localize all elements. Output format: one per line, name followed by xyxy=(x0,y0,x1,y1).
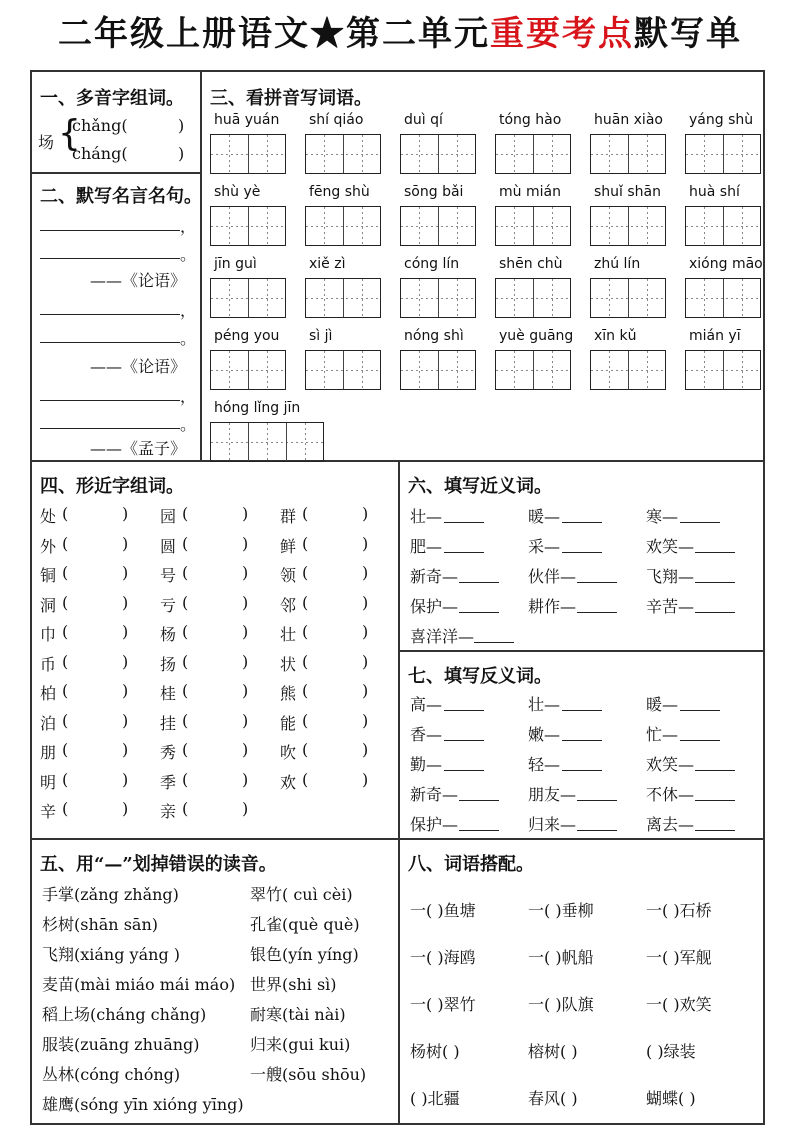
quote-source-1: ——《论语》 xyxy=(90,271,187,290)
paren-open: ( xyxy=(62,563,69,582)
match-item[interactable]: 一( )石桥 xyxy=(646,901,712,920)
writing-box[interactable] xyxy=(495,278,571,318)
word-prompt: 暖— xyxy=(646,695,679,714)
word-prompt: 欢笑— xyxy=(646,755,695,774)
writing-box[interactable] xyxy=(400,134,476,174)
paren-open: ( xyxy=(182,799,189,818)
pronunciation-item[interactable]: 手掌(zǎng zhǎng) xyxy=(42,885,179,904)
paren-close: ) xyxy=(362,533,369,553)
punct-period: 。 xyxy=(180,329,197,348)
paren-open: ( xyxy=(182,769,189,789)
pinyin-label: xiě zì xyxy=(309,256,346,272)
punct-period: 。 xyxy=(180,415,197,434)
pinyin-label: cóng lín xyxy=(404,256,460,272)
char-prompt: 铜 xyxy=(40,566,57,585)
paren-open: ( xyxy=(62,769,69,789)
char-prompt: 外 xyxy=(40,536,57,556)
word-prompt: 辛苦— xyxy=(646,597,695,616)
writing-box[interactable] xyxy=(495,206,571,246)
word-prompt: 肥— xyxy=(410,537,443,556)
char-prompt: 群 xyxy=(280,507,297,526)
punct-period: 。 xyxy=(180,245,197,264)
paren-open: ( xyxy=(302,681,309,700)
word-prompt: 新奇— xyxy=(410,785,459,804)
char-prompt: 朋 xyxy=(40,743,57,762)
word-prompt: 新奇— xyxy=(410,567,459,586)
paren-open: ( xyxy=(182,592,189,612)
match-item[interactable]: 春风( ) xyxy=(528,1089,578,1108)
char-prompt: 柏 xyxy=(40,684,57,703)
answer-blank[interactable] xyxy=(444,740,484,741)
char-prompt: 熊 xyxy=(280,684,297,703)
char-prompt: 亲 xyxy=(160,802,177,821)
answer-blank[interactable] xyxy=(695,830,735,831)
paren-close: ) xyxy=(242,769,249,789)
paren-open: ( xyxy=(62,533,69,553)
match-item[interactable]: 一( )军舰 xyxy=(646,948,712,967)
divider-v1 xyxy=(200,72,202,460)
paren-open: ( xyxy=(62,740,69,759)
pronunciation-item[interactable]: 一艘(sōu shōu) xyxy=(250,1065,367,1084)
match-item[interactable]: ( )北疆 xyxy=(410,1089,460,1108)
answer-blank[interactable] xyxy=(577,612,617,613)
paren-close: ) xyxy=(122,651,129,671)
paren-close: ) xyxy=(242,592,249,612)
char-prompt: 欢 xyxy=(280,772,297,792)
paren-open: ( xyxy=(62,592,69,612)
writing-box[interactable] xyxy=(590,278,666,318)
section-5-title: 五、用“—”划掉错误的读音。 xyxy=(40,854,277,875)
divider-h4 xyxy=(32,838,763,840)
word-prompt: 归来— xyxy=(528,815,577,834)
writing-box[interactable] xyxy=(495,134,571,174)
writing-box[interactable] xyxy=(305,134,381,174)
answer-blank[interactable] xyxy=(562,552,602,553)
answer-blank[interactable] xyxy=(577,582,617,583)
polyphone-char: 场 xyxy=(38,133,55,152)
answer-blank[interactable] xyxy=(695,612,735,613)
writing-box[interactable] xyxy=(400,206,476,246)
char-prompt: 园 xyxy=(160,507,177,526)
writing-box[interactable] xyxy=(590,350,666,390)
word-prompt: 高— xyxy=(410,695,443,714)
paren-open: ( xyxy=(302,504,309,523)
paren-open: ( xyxy=(182,740,189,759)
paren-close: ) xyxy=(362,504,369,523)
paren-open: ( xyxy=(182,651,189,671)
writing-box[interactable] xyxy=(590,134,666,174)
match-item[interactable]: 一( )欢笑 xyxy=(646,995,712,1014)
char-prompt: 币 xyxy=(40,654,57,674)
char-prompt: 领 xyxy=(280,566,297,585)
pronunciation-item[interactable]: 世界(shi sì) xyxy=(250,975,337,994)
answer-blank[interactable] xyxy=(562,522,602,523)
word-prompt: 嫩— xyxy=(528,725,561,744)
pinyin-label: sì jì xyxy=(309,328,333,344)
answer-blank[interactable] xyxy=(444,770,484,771)
answer-blank[interactable] xyxy=(680,522,720,523)
word-prompt: 忙— xyxy=(646,725,679,744)
paren-close: ) xyxy=(242,651,249,671)
pronunciation-item[interactable]: 服装(zuāng zhuāng) xyxy=(42,1035,200,1054)
word-prompt: 寒— xyxy=(646,507,679,526)
writing-box[interactable] xyxy=(210,278,286,318)
word-prompt: 朋友— xyxy=(528,785,577,804)
pinyin-label: mù mián xyxy=(499,184,561,200)
char-prompt: 秀 xyxy=(160,743,177,762)
answer-blank[interactable] xyxy=(40,258,180,259)
paren-close: ) xyxy=(122,681,129,700)
pinyin-label: xīn kǔ xyxy=(594,328,637,344)
word-prompt: 暖— xyxy=(528,507,561,526)
writing-box[interactable] xyxy=(305,206,381,246)
star-icon: ★ xyxy=(310,14,346,54)
page-title xyxy=(0,6,800,55)
answer-blank[interactable] xyxy=(474,642,514,643)
paren-close-1: ) xyxy=(178,116,185,135)
punct-comma: ， xyxy=(180,301,197,320)
writing-box[interactable] xyxy=(400,350,476,390)
polyphone-reading-1: chǎng( xyxy=(72,116,128,135)
writing-box[interactable] xyxy=(400,278,476,318)
pinyin-label: huā yuán xyxy=(214,112,280,128)
pinyin-label: jīn guì xyxy=(214,256,257,272)
brace-icon: { xyxy=(58,113,81,154)
char-prompt: 扬 xyxy=(160,654,177,674)
pinyin-label: shù yè xyxy=(214,184,261,200)
char-prompt: 辛 xyxy=(40,802,57,821)
match-item[interactable]: 一( )垂柳 xyxy=(528,901,594,920)
paren-close: ) xyxy=(122,710,129,730)
section-3-title: 三、看拼音写词语。 xyxy=(210,88,372,109)
paren-close: ) xyxy=(362,563,369,582)
answer-blank[interactable] xyxy=(40,400,180,401)
answer-blank[interactable] xyxy=(459,830,499,831)
char-prompt: 杨 xyxy=(160,625,177,644)
pronunciation-item[interactable]: 雄鹰(sóng yīn xióng yīng) xyxy=(42,1095,244,1114)
paren-open: ( xyxy=(182,622,189,641)
char-prompt: 洞 xyxy=(40,595,57,615)
section-7-title: 七、填写反义词。 xyxy=(408,666,552,687)
paren-close: ) xyxy=(362,710,369,730)
divider-h3 xyxy=(398,650,763,652)
char-prompt: 桂 xyxy=(160,684,177,703)
char-prompt: 季 xyxy=(160,772,177,792)
title-text: 二年级上册语文 xyxy=(58,14,310,54)
char-prompt: 处 xyxy=(40,507,57,526)
answer-blank[interactable] xyxy=(695,552,735,553)
divider-v2 xyxy=(398,460,400,1123)
char-prompt: 状 xyxy=(280,654,297,674)
answer-blank[interactable] xyxy=(40,230,180,231)
answer-blank[interactable] xyxy=(695,800,735,801)
punct-comma: ， xyxy=(180,387,197,406)
paren-close: ) xyxy=(242,504,249,523)
answer-blank[interactable] xyxy=(40,314,180,315)
pinyin-label: yáng shù xyxy=(689,112,754,128)
paren-close: ) xyxy=(122,533,129,553)
pronunciation-item[interactable]: 孔雀(què què) xyxy=(250,915,360,934)
writing-box[interactable] xyxy=(210,350,286,390)
answer-blank[interactable] xyxy=(459,612,499,613)
paren-close: ) xyxy=(122,592,129,612)
section-6-title: 六、填写近义词。 xyxy=(408,476,552,497)
paren-open: ( xyxy=(302,533,309,553)
paren-open: ( xyxy=(302,710,309,730)
word-prompt: 保护— xyxy=(410,597,459,616)
char-prompt: 挂 xyxy=(160,713,177,733)
paren-open: ( xyxy=(182,563,189,582)
match-item[interactable]: 一( )鱼塘 xyxy=(410,901,476,920)
writing-box[interactable] xyxy=(210,134,286,174)
paren-open: ( xyxy=(302,769,309,789)
paren-open: ( xyxy=(62,622,69,641)
char-prompt: 巾 xyxy=(40,625,57,644)
char-prompt: 能 xyxy=(280,713,297,733)
writing-box[interactable] xyxy=(590,206,666,246)
paren-close: ) xyxy=(362,622,369,641)
paren-open: ( xyxy=(302,622,309,641)
word-prompt: 壮— xyxy=(528,695,561,714)
writing-box[interactable] xyxy=(685,278,761,318)
paren-close: ) xyxy=(242,533,249,553)
answer-blank[interactable] xyxy=(459,582,499,583)
pinyin-label: shuǐ shān xyxy=(594,184,661,200)
paren-close-2: ) xyxy=(178,144,185,163)
answer-blank[interactable] xyxy=(577,830,617,831)
paren-close: ) xyxy=(362,651,369,671)
writing-box[interactable] xyxy=(305,278,381,318)
paren-open: ( xyxy=(302,592,309,612)
pinyin-label: huān xiào xyxy=(594,112,663,128)
pronunciation-item[interactable]: 翠竹( cuì cèi) xyxy=(250,885,353,904)
word-prompt: 离去— xyxy=(646,815,695,834)
pinyin-label: shí qiáo xyxy=(309,112,364,128)
pinyin-label: péng you xyxy=(214,328,280,344)
pinyin-label: yuè guāng xyxy=(499,328,574,344)
answer-blank[interactable] xyxy=(695,582,735,583)
answer-blank[interactable] xyxy=(444,710,484,711)
paren-open: ( xyxy=(302,740,309,759)
word-prompt: 保护— xyxy=(410,815,459,834)
paren-close: ) xyxy=(242,563,249,582)
title-suffix: 默写单 xyxy=(634,14,742,54)
paren-close: ) xyxy=(362,740,369,759)
pronunciation-item[interactable]: 稻上场(cháng chǎng) xyxy=(42,1005,207,1024)
char-prompt: 明 xyxy=(40,772,57,792)
polyphone-reading-2: cháng( xyxy=(72,144,128,163)
quote-source-2: ——《论语》 xyxy=(90,357,187,376)
word-prompt: 不休— xyxy=(646,785,695,804)
match-item[interactable]: 一( )帆船 xyxy=(528,948,594,967)
section-1-title: 一、多音字组词。 xyxy=(40,88,184,109)
word-prompt: 耕作— xyxy=(528,597,577,616)
paren-close: ) xyxy=(242,681,249,700)
paren-open: ( xyxy=(62,710,69,730)
paren-open: ( xyxy=(302,651,309,671)
paren-open: ( xyxy=(302,563,309,582)
paren-close: ) xyxy=(242,740,249,759)
title-unit: 第二单元 xyxy=(346,14,490,54)
paren-close: ) xyxy=(242,710,249,730)
pinyin-label: nóng shì xyxy=(404,328,464,344)
section-8-title: 八、词语搭配。 xyxy=(408,854,534,875)
paren-close: ) xyxy=(122,563,129,582)
paren-close: ) xyxy=(122,740,129,759)
quote-source-3: ——《孟子》 xyxy=(90,439,187,458)
answer-blank[interactable] xyxy=(577,800,617,801)
pinyin-label: zhú lín xyxy=(594,256,641,272)
match-item[interactable]: 一( )队旗 xyxy=(528,995,594,1014)
writing-box[interactable] xyxy=(495,350,571,390)
match-item[interactable]: 杨树( ) xyxy=(410,1042,460,1061)
word-prompt: 喜洋洋— xyxy=(410,627,475,646)
section-4-title: 四、形近字组词。 xyxy=(40,476,184,497)
paren-open: ( xyxy=(182,710,189,730)
match-item[interactable]: 榕树( ) xyxy=(528,1042,578,1061)
paren-close: ) xyxy=(362,769,369,789)
word-prompt: 勤— xyxy=(410,755,443,774)
paren-close: ) xyxy=(362,681,369,700)
pronunciation-item[interactable]: 耐寒(tài nài) xyxy=(250,1005,346,1024)
pronunciation-item[interactable]: 银色(yín yíng) xyxy=(250,945,359,964)
pronunciation-item[interactable]: 麦苗(mài miáo mái máo) xyxy=(42,975,236,994)
char-prompt: 泊 xyxy=(40,713,57,733)
paren-close: ) xyxy=(242,799,249,818)
answer-blank[interactable] xyxy=(444,522,484,523)
match-item[interactable]: 蝴蝶( ) xyxy=(646,1089,696,1108)
section-2-title: 二、默写名言名句。 xyxy=(40,186,202,207)
match-item[interactable]: ( )绿装 xyxy=(646,1042,696,1061)
word-prompt: 香— xyxy=(410,725,443,744)
divider-h1 xyxy=(32,172,200,174)
writing-box[interactable] xyxy=(685,134,761,174)
paren-close: ) xyxy=(122,504,129,523)
answer-blank[interactable] xyxy=(680,740,720,741)
paren-close: ) xyxy=(122,799,129,818)
writing-box[interactable] xyxy=(210,206,286,246)
answer-blank[interactable] xyxy=(562,770,602,771)
answer-blank[interactable] xyxy=(444,552,484,553)
paren-open: ( xyxy=(182,504,189,523)
paren-close: ) xyxy=(242,622,249,641)
char-prompt: 邻 xyxy=(280,595,297,615)
writing-box[interactable] xyxy=(685,350,761,390)
char-prompt: 吹 xyxy=(280,743,297,762)
pronunciation-item[interactable]: 归来(gui kui) xyxy=(250,1035,351,1054)
paren-open: ( xyxy=(62,681,69,700)
pinyin-label: sōng bǎi xyxy=(404,184,464,200)
word-prompt: 采— xyxy=(528,537,561,556)
pinyin-label: huà shí xyxy=(689,184,740,200)
pinyin-label: shēn chù xyxy=(499,256,563,272)
paren-close: ) xyxy=(122,769,129,789)
answer-blank[interactable] xyxy=(562,740,602,741)
writing-box[interactable] xyxy=(210,422,324,462)
pinyin-label: hóng lǐng jīn xyxy=(214,400,301,416)
word-prompt: 欢笑— xyxy=(646,537,695,556)
pinyin-label: tóng hào xyxy=(499,112,562,128)
paren-close: ) xyxy=(122,622,129,641)
pinyin-label: duì qí xyxy=(404,112,443,128)
punct-comma: ， xyxy=(180,217,197,236)
writing-box[interactable] xyxy=(305,350,381,390)
worksheet xyxy=(30,70,765,1125)
pinyin-label: mián yī xyxy=(689,328,741,344)
answer-blank[interactable] xyxy=(459,800,499,801)
match-item[interactable]: 一( )海鸥 xyxy=(410,948,476,967)
word-prompt: 壮— xyxy=(410,507,443,526)
paren-open: ( xyxy=(182,533,189,553)
title-highlight: 重要考点 xyxy=(490,14,634,54)
paren-open: ( xyxy=(62,799,69,818)
pinyin-label: fēng shù xyxy=(309,184,370,200)
match-item[interactable]: 一( )翠竹 xyxy=(410,995,476,1014)
paren-open: ( xyxy=(62,651,69,671)
paren-open: ( xyxy=(62,504,69,523)
pinyin-label: xióng māo xyxy=(689,256,763,272)
char-prompt: 号 xyxy=(160,566,177,585)
answer-blank[interactable] xyxy=(40,342,180,343)
paren-close: ) xyxy=(362,592,369,612)
word-prompt: 轻— xyxy=(528,755,561,774)
paren-open: ( xyxy=(182,681,189,700)
pronunciation-item[interactable]: 丛林(cóng chóng) xyxy=(42,1065,181,1084)
pronunciation-item[interactable]: 飞翔(xiáng yáng ) xyxy=(42,945,181,964)
word-prompt: 伙伴— xyxy=(528,567,577,586)
answer-blank[interactable] xyxy=(695,770,735,771)
answer-blank[interactable] xyxy=(680,710,720,711)
writing-box[interactable] xyxy=(685,206,761,246)
pronunciation-item[interactable]: 杉树(shān sān) xyxy=(42,915,158,934)
char-prompt: 壮 xyxy=(280,625,297,644)
char-prompt: 鲜 xyxy=(280,536,297,556)
char-prompt: 亏 xyxy=(160,595,177,615)
char-prompt: 圆 xyxy=(160,536,177,556)
answer-blank[interactable] xyxy=(40,428,180,429)
answer-blank[interactable] xyxy=(562,710,602,711)
word-prompt: 飞翔— xyxy=(646,567,695,586)
